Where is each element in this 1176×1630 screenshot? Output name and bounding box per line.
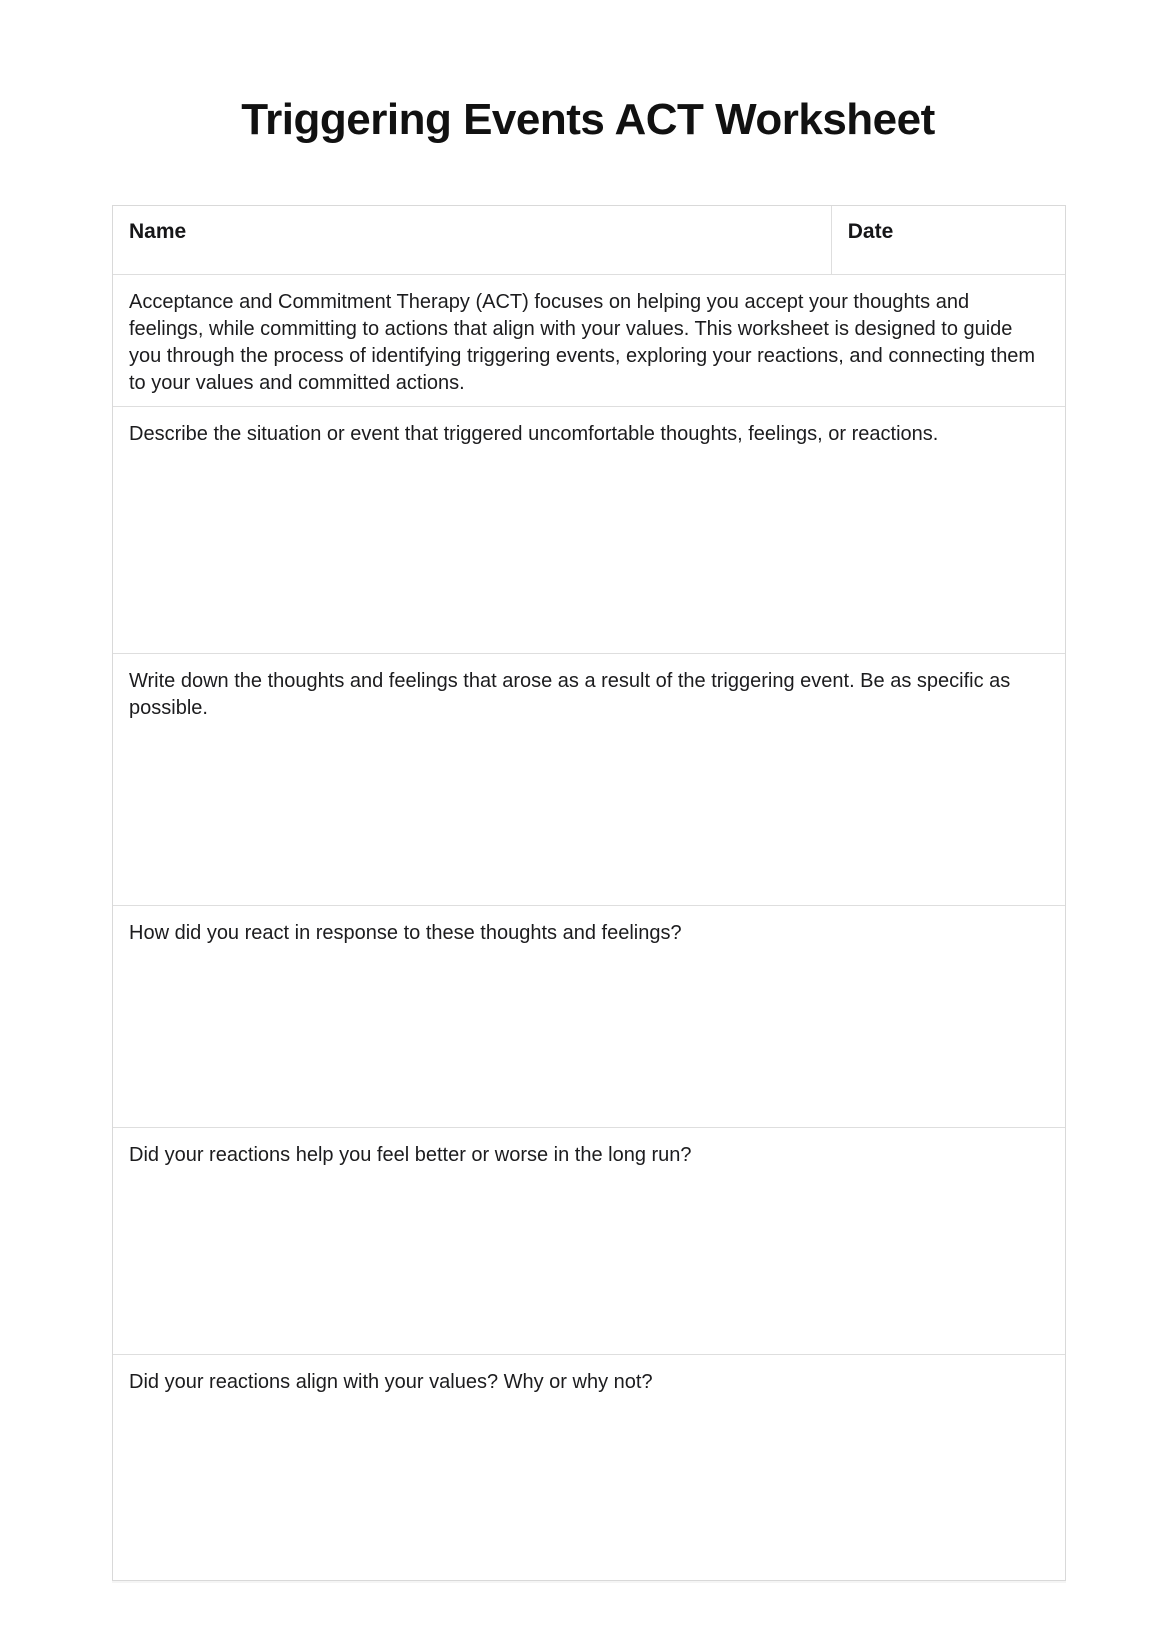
name-label: Name: [129, 220, 187, 243]
section-better-or-worse[interactable]: [113, 1127, 1065, 1354]
worksheet-table: [112, 205, 1066, 1581]
section-prompt-reaction: How did you react in response to these thoughts and feelings?: [129, 922, 682, 944]
intro-text: Acceptance and Commitment Therapy (ACT) focuses on helping you accept your thoughts and feelings, while committing to actions that align with your values. This worksheet is designed to guide you through the process of identifying triggering events, exploring your reactions, and connecting them to your values and committed actions.: [129, 291, 1036, 394]
date-label: Date: [847, 220, 894, 243]
section-reaction[interactable]: [113, 905, 1065, 1127]
section-values-alignment[interactable]: [113, 1354, 1065, 1580]
section-thoughts-feelings[interactable]: [113, 653, 1065, 905]
date-field[interactable]: [832, 206, 1065, 274]
section-prompt-better-or-worse: Did your reactions help you feel better or worse in the long run?: [129, 1144, 692, 1166]
section-prompt-thoughts-feelings: Write down the thoughts and feelings that arose as a result of the triggering event. Be as specific as possible.: [129, 670, 1011, 719]
intro-row: [113, 274, 1065, 406]
name-field[interactable]: [113, 206, 832, 274]
section-prompt-values-alignment: Did your reactions align with your values? Why or why not?: [129, 1371, 653, 1393]
section-triggering-event[interactable]: [113, 406, 1065, 653]
section-prompt-triggering-event: Describe the situation or event that triggered uncomfortable thoughts, feelings, or reactions.: [129, 423, 939, 445]
page-title: Triggering Events ACT Worksheet: [241, 95, 935, 144]
header-row: [113, 206, 1065, 274]
